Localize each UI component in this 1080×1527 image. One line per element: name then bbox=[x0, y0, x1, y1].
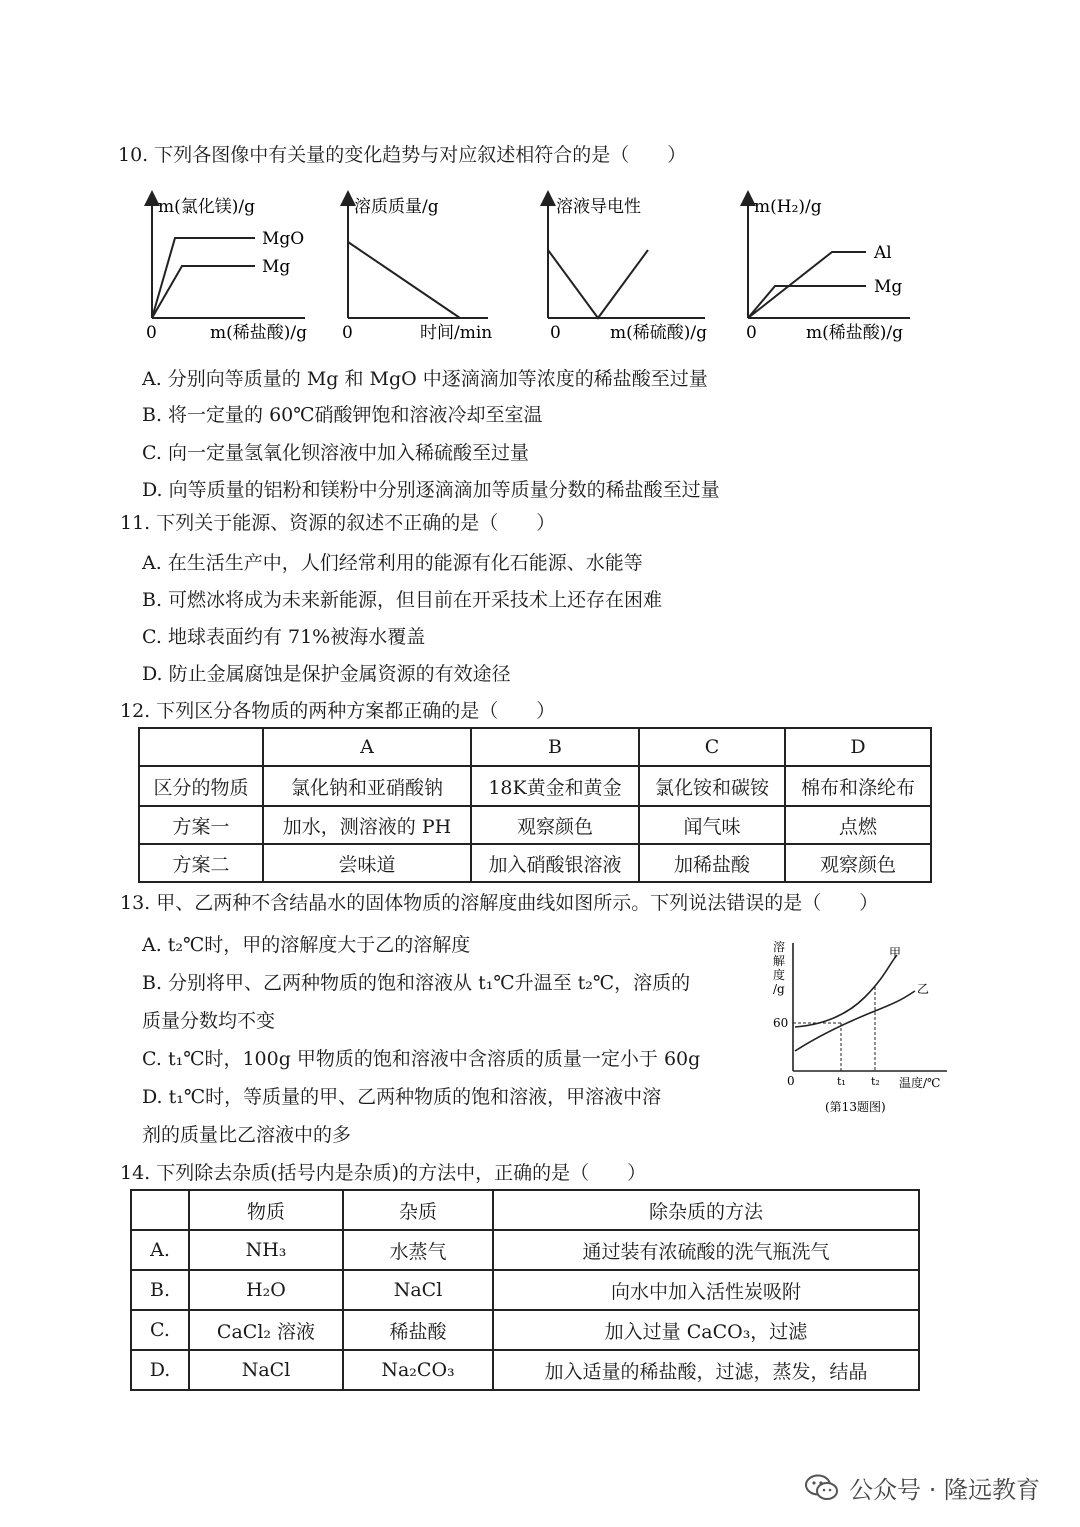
table-cell: 稀盐酸 bbox=[343, 1310, 493, 1350]
q10-option-a: A. 分别向等质量的 Mg 和 MgO 中逐滴滴加等浓度的稀盐酸至过量 bbox=[142, 368, 708, 390]
table-cell: 水蒸气 bbox=[343, 1230, 493, 1270]
q10-option-d: D. 向等质量的铝粉和镁粉中分别逐滴滴加等质量分数的稀盐酸至过量 bbox=[142, 479, 720, 501]
q11-option-c: C. 地球表面约有 71%被海水覆盖 bbox=[142, 626, 426, 648]
table-row bbox=[139, 806, 931, 844]
q10-option-c: C. 向一定量氢氧化钡溶液中加入稀硫酸至过量 bbox=[142, 442, 529, 464]
g1-ylabel: m(氯化镁)/g bbox=[158, 197, 255, 217]
q10-option-b: B. 将一定量的 60℃硝酸钾饱和溶液冷却至室温 bbox=[142, 404, 543, 426]
graph-h2 bbox=[746, 197, 910, 343]
footer-label: 公众号 · 隆远教育 bbox=[849, 1476, 1040, 1504]
fig-ylabel-2: 解 bbox=[773, 954, 786, 968]
table-cell: 物质 bbox=[189, 1190, 343, 1230]
fig-t2: t₂ bbox=[871, 1075, 880, 1088]
fig-origin: 0 bbox=[787, 1074, 795, 1088]
q11-option-d: D. 防止金属腐蚀是保护金属资源的有效途径 bbox=[142, 663, 511, 685]
curve-yi bbox=[795, 991, 915, 1051]
q12-table bbox=[138, 727, 932, 883]
table-cell: 向水中加入活性炭吸附 bbox=[493, 1270, 919, 1310]
table-cell: H₂O bbox=[189, 1270, 343, 1310]
g4-origin: 0 bbox=[746, 323, 757, 343]
g3-origin: 0 bbox=[550, 323, 561, 343]
q12-stem: 12. 下列区分各物质的两种方案都正确的是（ ） bbox=[120, 700, 556, 722]
q14-table bbox=[130, 1189, 920, 1391]
table-cell: 棉布和涤纶布 bbox=[785, 766, 931, 806]
fig-ylabel-1: 溶 bbox=[773, 940, 786, 954]
fig-ylabel-3: 度 bbox=[773, 968, 786, 982]
g3-xlabel: m(稀硫酸)/g bbox=[610, 323, 707, 343]
q10-stem: 10. 下列各图像中有关量的变化趋势与对应叙述相符合的是（ ） bbox=[118, 144, 687, 166]
table-cell: NaCl bbox=[343, 1270, 493, 1310]
q13-stem: 13. 甲、乙两种不含结晶水的固体物质的溶解度曲线如图所示。下列说法错误的是（ ） bbox=[120, 892, 879, 914]
footer-watermark bbox=[805, 1470, 1040, 1505]
g4-xlabel: m(稀盐酸)/g bbox=[806, 323, 903, 343]
q13-option-b-line2: 质量分数均不变 bbox=[142, 1010, 276, 1032]
table-cell: 闻气味 bbox=[639, 806, 785, 844]
g4-line1: Al bbox=[874, 243, 892, 263]
table-cell: 氯化铵和碳铵 bbox=[639, 766, 785, 806]
table-cell: C bbox=[639, 728, 785, 766]
fig-xlabel: 温度/℃ bbox=[899, 1076, 941, 1090]
q10-graphs bbox=[120, 190, 920, 350]
g1-line1: MgO bbox=[262, 229, 305, 249]
table-cell: NH₃ bbox=[189, 1230, 343, 1270]
table-cell bbox=[131, 1190, 189, 1230]
table-cell: 尝味道 bbox=[263, 844, 471, 882]
graph-conductivity bbox=[548, 197, 707, 343]
g1-line2: Mg bbox=[262, 257, 291, 277]
q11-stem: 11. 下列关于能源、资源的叙述不正确的是（ ） bbox=[120, 512, 556, 534]
table-cell: 观察颜色 bbox=[471, 806, 639, 844]
g2-origin: 0 bbox=[342, 323, 353, 343]
g2-ylabel: 溶质质量/g bbox=[354, 197, 439, 217]
table-cell: 通过装有浓硫酸的洗气瓶洗气 bbox=[493, 1230, 919, 1270]
q14-stem: 14. 下列除去杂质(括号内是杂质)的方法中，正确的是（ ） bbox=[120, 1162, 647, 1184]
fig-jia-label: 甲 bbox=[889, 946, 902, 960]
table-row bbox=[139, 766, 931, 806]
table-cell: B bbox=[471, 728, 639, 766]
table-cell: D bbox=[785, 728, 931, 766]
graph-solute-mass bbox=[342, 197, 492, 343]
graph-mgcl2 bbox=[146, 197, 307, 343]
table-cell: D. bbox=[131, 1350, 189, 1390]
g4-line2: Mg bbox=[874, 277, 903, 297]
table-cell: 方案二 bbox=[139, 844, 263, 882]
table-cell: 加入硝酸银溶液 bbox=[471, 844, 639, 882]
table-cell: Na₂CO₃ bbox=[343, 1350, 493, 1390]
fig-ylabel-4: /g bbox=[773, 982, 785, 996]
table-row bbox=[131, 1270, 919, 1310]
table-cell: A bbox=[263, 728, 471, 766]
table-cell: 加水，测溶液的 PH bbox=[263, 806, 471, 844]
table-cell: 18K黄金和黄金 bbox=[471, 766, 639, 806]
table-cell: 方案一 bbox=[139, 806, 263, 844]
table-cell: 加稀盐酸 bbox=[639, 844, 785, 882]
q13-option-b-line1: B. 分别将甲、乙两种物质的饱和溶液从 t₁℃升温至 t₂℃，溶质的 bbox=[142, 972, 691, 994]
line-conductivity bbox=[548, 250, 648, 318]
line-mg bbox=[152, 266, 255, 318]
g1-xlabel: m(稀盐酸)/g bbox=[210, 323, 307, 343]
table-cell: 区分的物质 bbox=[139, 766, 263, 806]
line-mgo bbox=[152, 238, 255, 318]
table-cell: CaCl₂ 溶液 bbox=[189, 1310, 343, 1350]
q11-option-a: A. 在生活生产中，人们经常利用的能源有化石能源、水能等 bbox=[142, 552, 643, 574]
fig-y60: 60 bbox=[773, 1016, 789, 1030]
wechat-icon bbox=[805, 1474, 839, 1502]
table-row bbox=[131, 1230, 919, 1270]
table-cell bbox=[139, 728, 263, 766]
table-row bbox=[131, 1350, 919, 1390]
table-row bbox=[131, 1310, 919, 1350]
q13-option-d-line1: D. t₁℃时，等质量的甲、乙两种物质的饱和溶液，甲溶液中溶 bbox=[142, 1086, 662, 1108]
table-row bbox=[139, 844, 931, 882]
fig-yi-label: 乙 bbox=[917, 982, 930, 996]
table-row bbox=[139, 728, 931, 766]
table-cell: B. bbox=[131, 1270, 189, 1310]
g3-ylabel: 溶液导电性 bbox=[556, 197, 641, 217]
g4-ylabel: m(H₂)/g bbox=[754, 197, 822, 217]
table-row bbox=[131, 1190, 919, 1230]
table-cell: 杂质 bbox=[343, 1190, 493, 1230]
q13-option-c: C. t₁℃时，100g 甲物质的饱和溶液中含溶质的质量一定小于 60g bbox=[142, 1048, 701, 1070]
table-cell: C. bbox=[131, 1310, 189, 1350]
table-cell: NaCl bbox=[189, 1350, 343, 1390]
table-cell: 点燃 bbox=[785, 806, 931, 844]
table-cell: 氯化钠和亚硝酸钠 bbox=[263, 766, 471, 806]
table-cell: 观察颜色 bbox=[785, 844, 931, 882]
q13-option-d-line2: 剂的质量比乙溶液中的多 bbox=[142, 1124, 352, 1146]
q11-option-b: B. 可燃冰将成为未来新能源，但目前在开采技术上还存在困难 bbox=[142, 589, 663, 611]
table-cell: 加入适量的稀盐酸，过滤，蒸发，结晶 bbox=[493, 1350, 919, 1390]
fig-t1: t₁ bbox=[837, 1075, 846, 1088]
table-cell: 加入过量 CaCO₃，过滤 bbox=[493, 1310, 919, 1350]
line-solute bbox=[348, 242, 460, 318]
curve-jia bbox=[795, 955, 897, 1027]
table-cell: 除杂质的方法 bbox=[493, 1190, 919, 1230]
solubility-figure bbox=[765, 935, 965, 1125]
fig-caption: (第13题图) bbox=[825, 1100, 886, 1114]
g1-origin: 0 bbox=[146, 323, 157, 343]
table-cell: A. bbox=[131, 1230, 189, 1270]
g2-xlabel: 时间/min bbox=[420, 323, 493, 343]
line-mg-h2 bbox=[748, 286, 866, 318]
q13-option-a: A. t₂℃时，甲的溶解度大于乙的溶解度 bbox=[142, 934, 471, 956]
